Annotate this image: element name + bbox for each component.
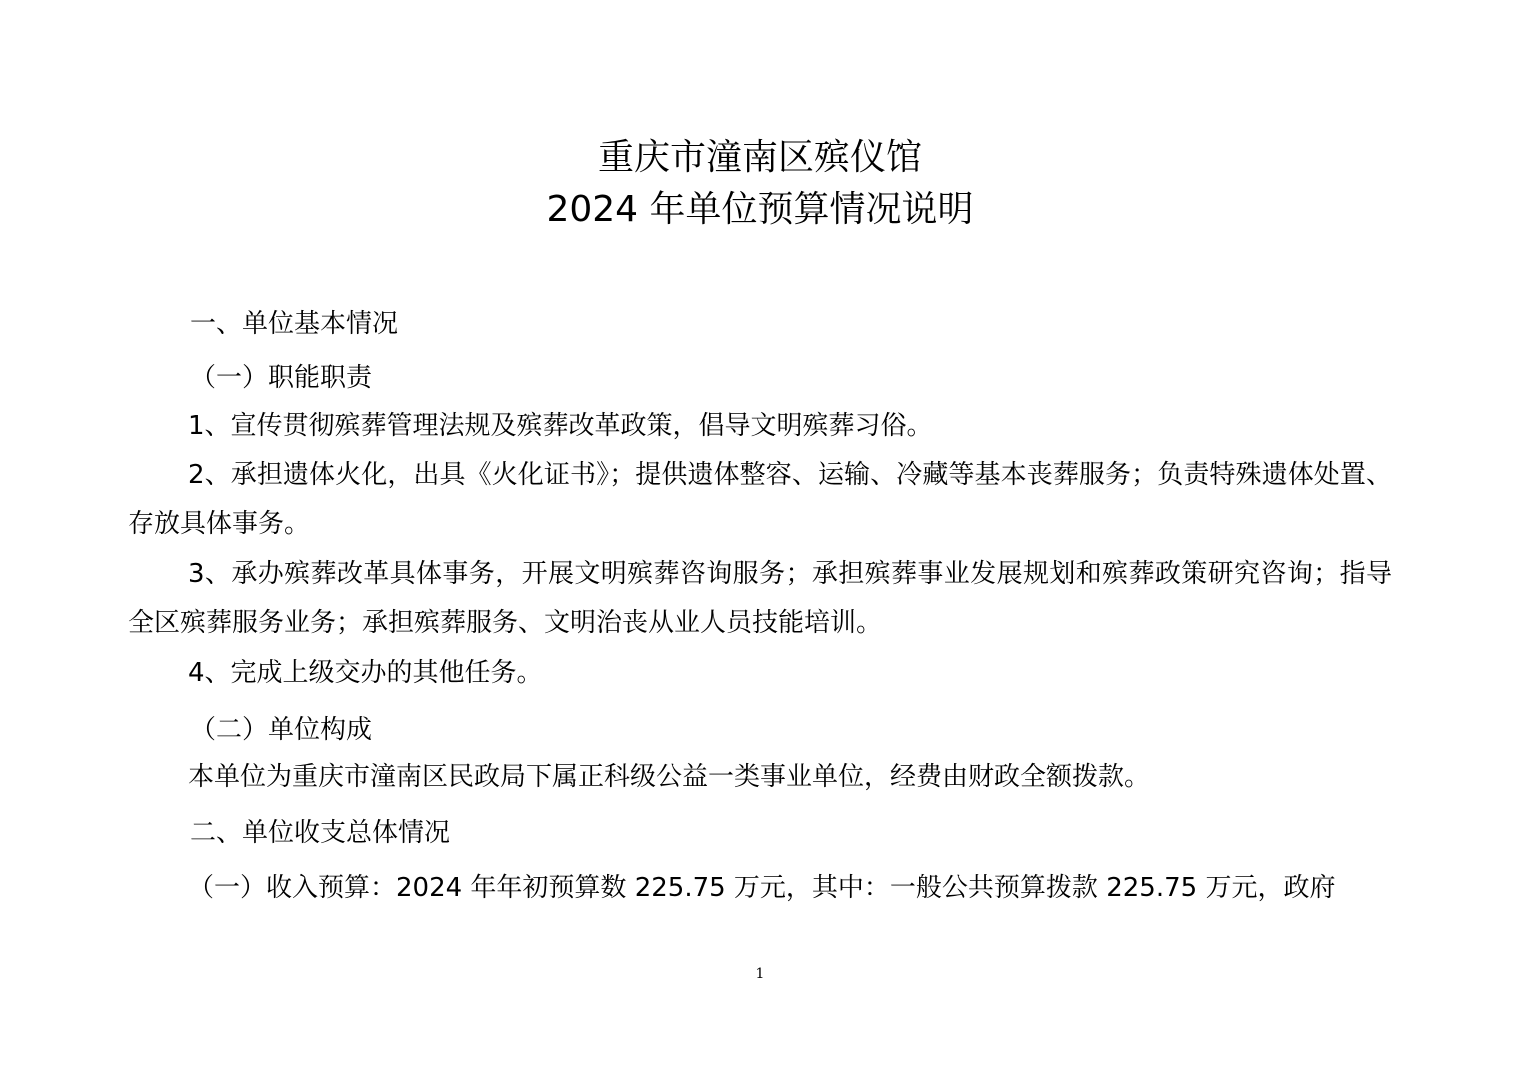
composition-paragraph: 本单位为重庆市潼南区民政局下属正科级公益一类事业单位，经费由财政全额拨款。 bbox=[188, 762, 1151, 792]
title-line-1: 重庆市潼南区殡仪馆 bbox=[597, 137, 922, 178]
duty-item-4: 4、完成上级交办的其他任务。 bbox=[188, 658, 543, 688]
title-line-2: 2024 年单位预算情况说明 bbox=[546, 189, 974, 230]
section-1-subheading-duties: （一）职能职责 bbox=[190, 363, 373, 393]
section-1-heading: 一、单位基本情况 bbox=[190, 309, 399, 339]
section-1-subheading-composition: （二）单位构成 bbox=[190, 715, 373, 745]
page-number: 1 bbox=[755, 966, 765, 982]
duty-item-1: 1、宣传贯彻殡葬管理法规及殡葬改革政策，倡导文明殡葬习俗。 bbox=[188, 411, 933, 441]
section-2-heading: 二、单位收支总体情况 bbox=[190, 818, 451, 848]
income-paragraph: （一）收入预算：2024 年年初预算数 225.75 万元，其中：一般公共预算拨款 225.75 万元，政府 bbox=[188, 873, 1336, 903]
duty-item-2: 2、承担遗体火化，出具《火化证书》；提供遗体整容、运输、冷藏等基本丧葬服务；负责特殊遗体处置、存放具体事务。 bbox=[128, 460, 1392, 539]
duty-item-3: 3、承办殡葬改革具体事务，开展文明殡葬咨询服务；承担殡葬事业发展规划和殡葬政策研究咨询；指导全区殡葬服务业务；承担殡葬服务、文明治丧从业人员技能培训。 bbox=[128, 559, 1392, 638]
document-title bbox=[0, 132, 1520, 236]
